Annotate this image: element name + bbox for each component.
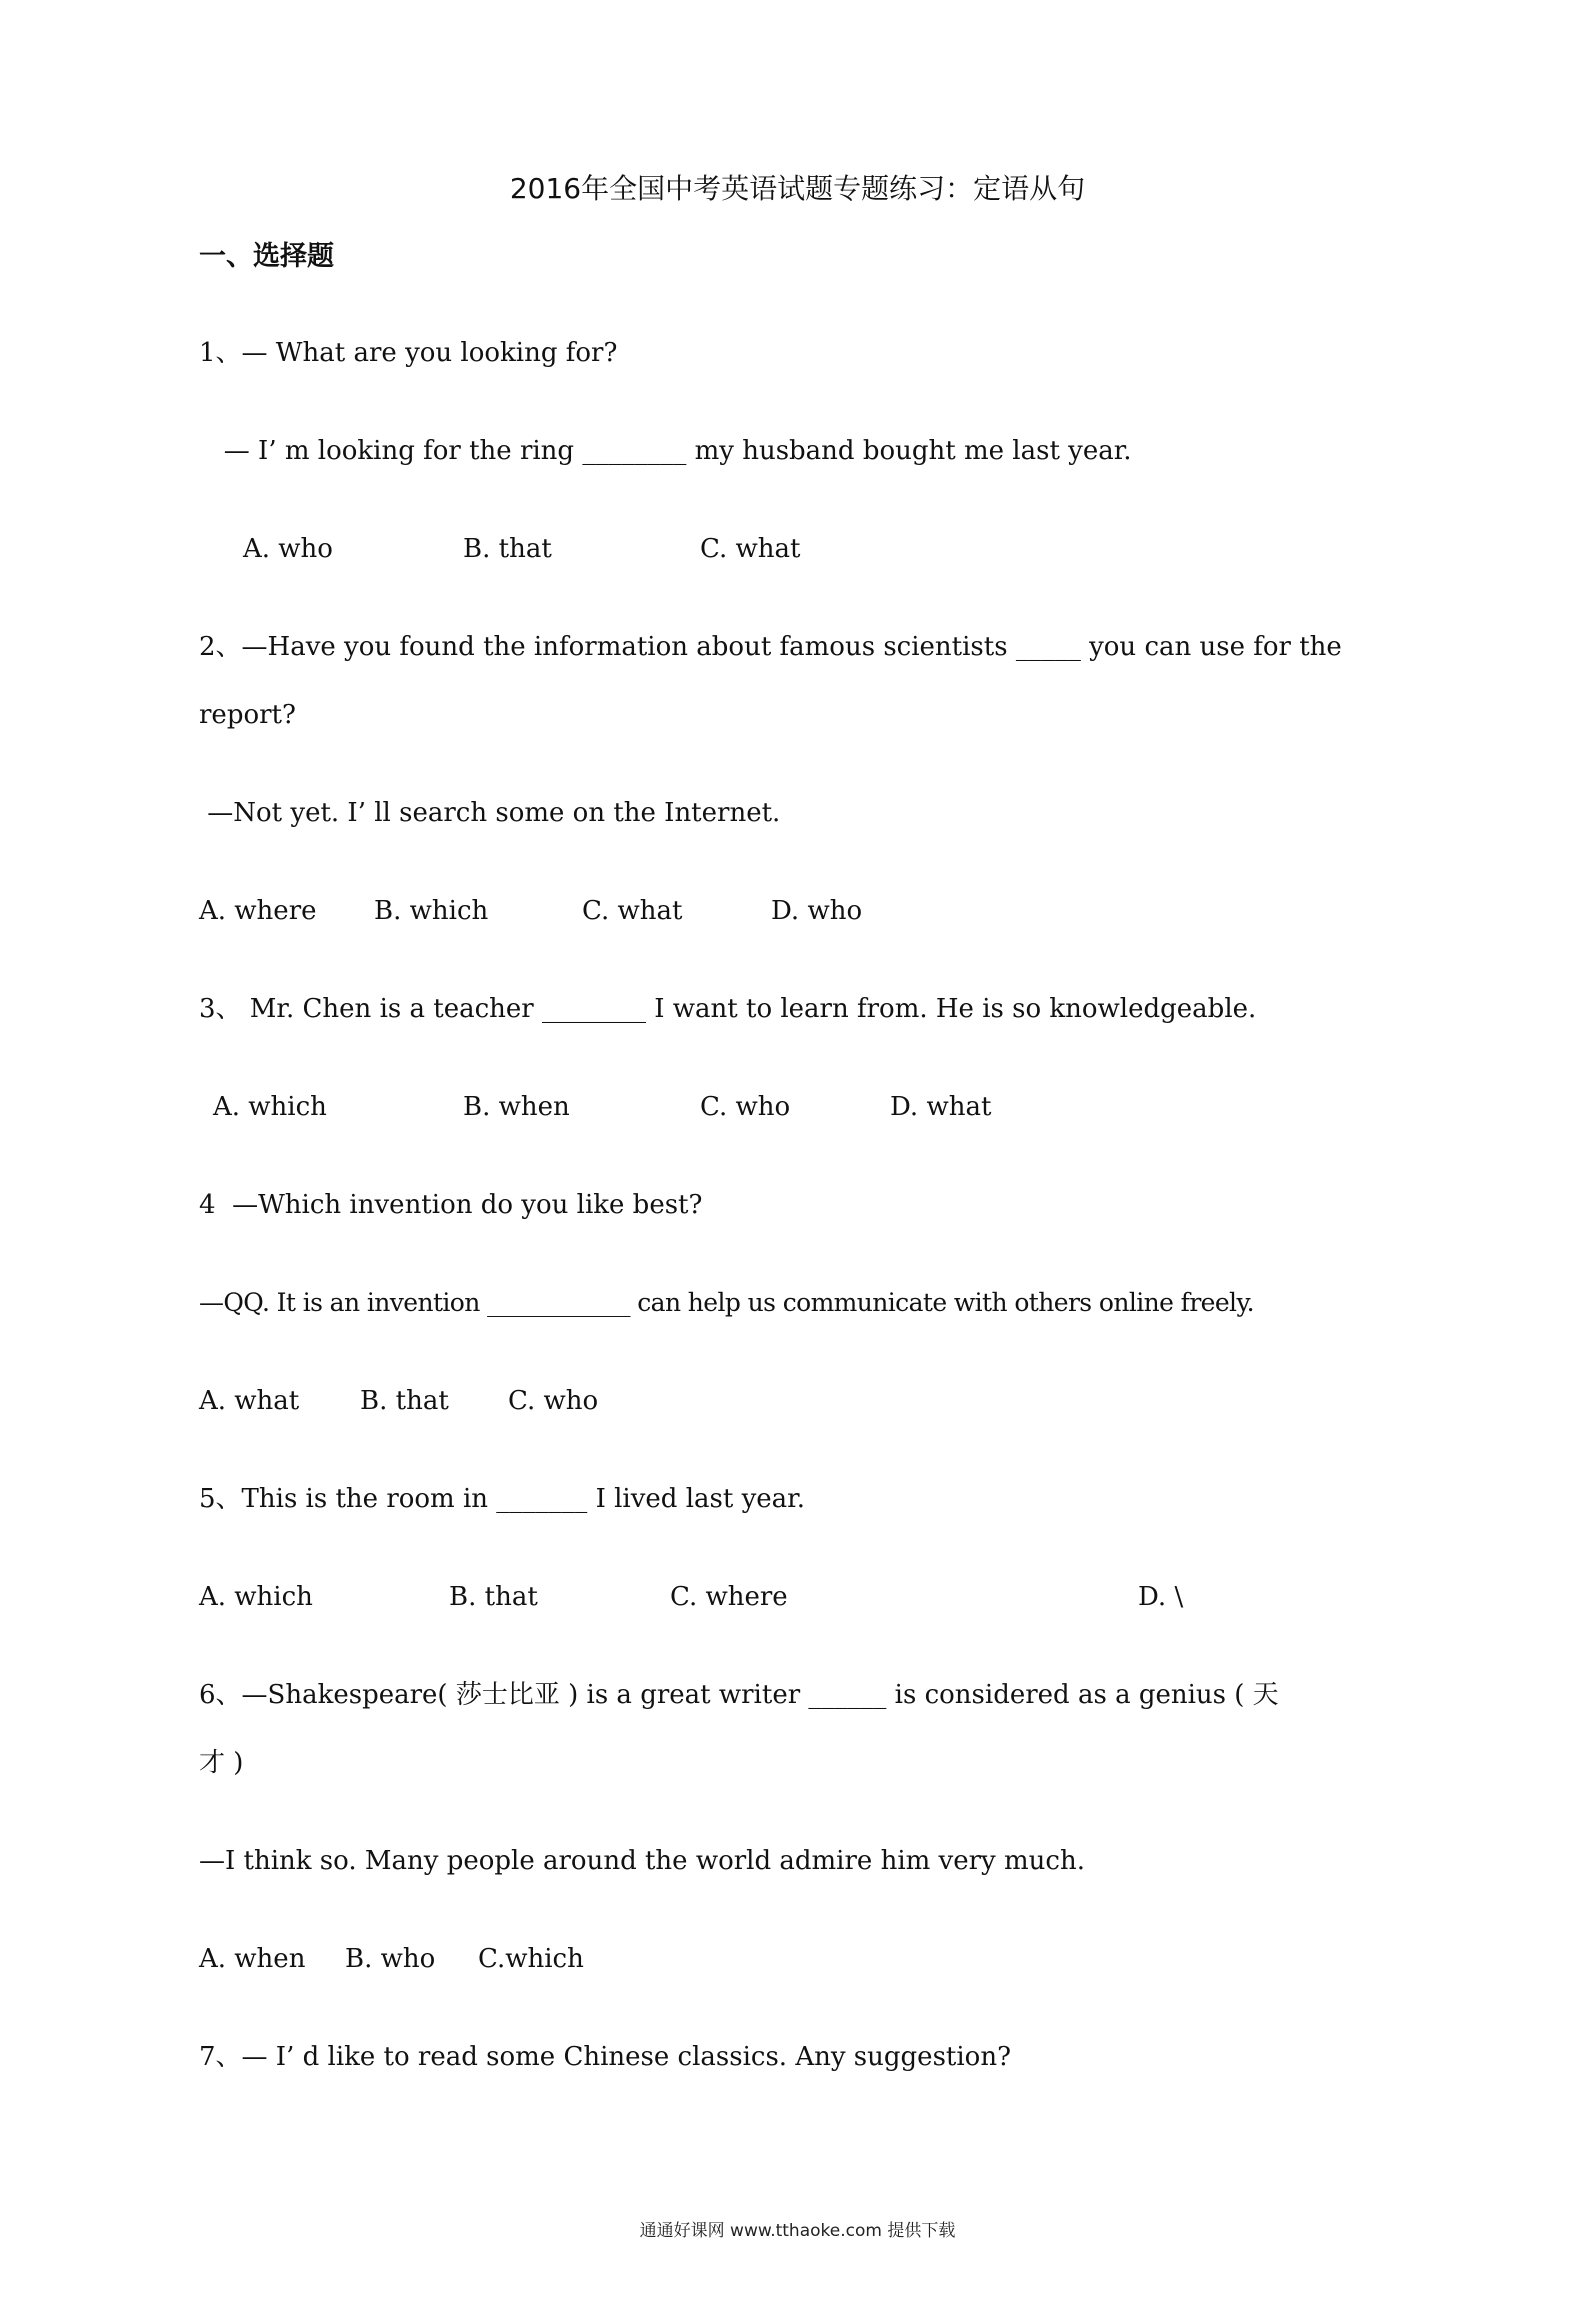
section-heading: 一、选择题	[199, 241, 334, 272]
question-5-option-b: B. that	[449, 1582, 538, 1612]
question-6-line-1: 6、—Shakespeare( 莎士比亚 ) is a great writer ______ is considered as a genius ( 天	[199, 1680, 1279, 1710]
question-1-line-2: — I’ m looking for the ring ________ my husband bought me last year.	[199, 436, 1132, 466]
question-6-line-2: 才 )	[199, 1748, 244, 1778]
question-3-option-c: C. who	[700, 1092, 791, 1122]
question-2-option-c: C. what	[582, 896, 683, 926]
question-2-option-b: B. which	[374, 896, 489, 926]
question-3-option-b: B. when	[463, 1092, 570, 1122]
question-4-option-b: B. that	[360, 1386, 449, 1416]
question-2-line-1: 2、—Have you found the information about famous scientists _____ you can use for the	[199, 632, 1342, 662]
question-4-option-a: A. what	[199, 1386, 300, 1416]
document-title: 2016年全国中考英语试题专题练习：定语从句	[509, 172, 1086, 205]
question-7-line-1: 7、— I’ d like to read some Chinese classics. Any suggestion?	[199, 2042, 1012, 2072]
question-5-option-a: A. which	[199, 1582, 313, 1612]
question-4-line-1: 4 —Which invention do you like best?	[199, 1190, 703, 1220]
question-1-option-b: B. that	[463, 534, 552, 564]
page-footer: 通通好课网 www.tthaoke.com 提供下载	[639, 2221, 956, 2241]
question-6-option-b: B. who	[345, 1944, 436, 1974]
question-4-line-2: —QQ. It is an invention ____________ can help us communicate with others online freely.	[199, 1288, 1255, 1317]
question-3-option-d: D. what	[890, 1092, 992, 1122]
question-3-option-a: A. which	[213, 1092, 327, 1122]
question-2-option-d: D. who	[771, 896, 863, 926]
question-5-line-1: 5、This is the room in _______ I lived last year.	[199, 1484, 805, 1514]
question-2-line-2: report?	[199, 700, 296, 730]
question-6-option-a: A. when	[199, 1944, 306, 1974]
question-1-option-c: C. what	[700, 534, 801, 564]
question-3-line-1: 3、 Mr. Chen is a teacher ________ I want to learn from. He is so knowledgeable.	[199, 994, 1257, 1024]
question-5-option-c: C. where	[670, 1582, 788, 1612]
question-1-line-1: 1、— What are you looking for?	[199, 338, 618, 368]
question-6-option-c: C.which	[478, 1944, 584, 1974]
question-1-option-a: A. who	[243, 534, 333, 564]
question-6-line-3: —I think so. Many people around the world admire him very much.	[199, 1846, 1085, 1876]
question-4-option-c: C. who	[508, 1386, 599, 1416]
question-5-option-d: D. \	[1138, 1582, 1184, 1612]
question-2-line-3: —Not yet. I’ ll search some on the Internet.	[199, 798, 781, 828]
question-2-option-a: A. where	[199, 896, 317, 926]
